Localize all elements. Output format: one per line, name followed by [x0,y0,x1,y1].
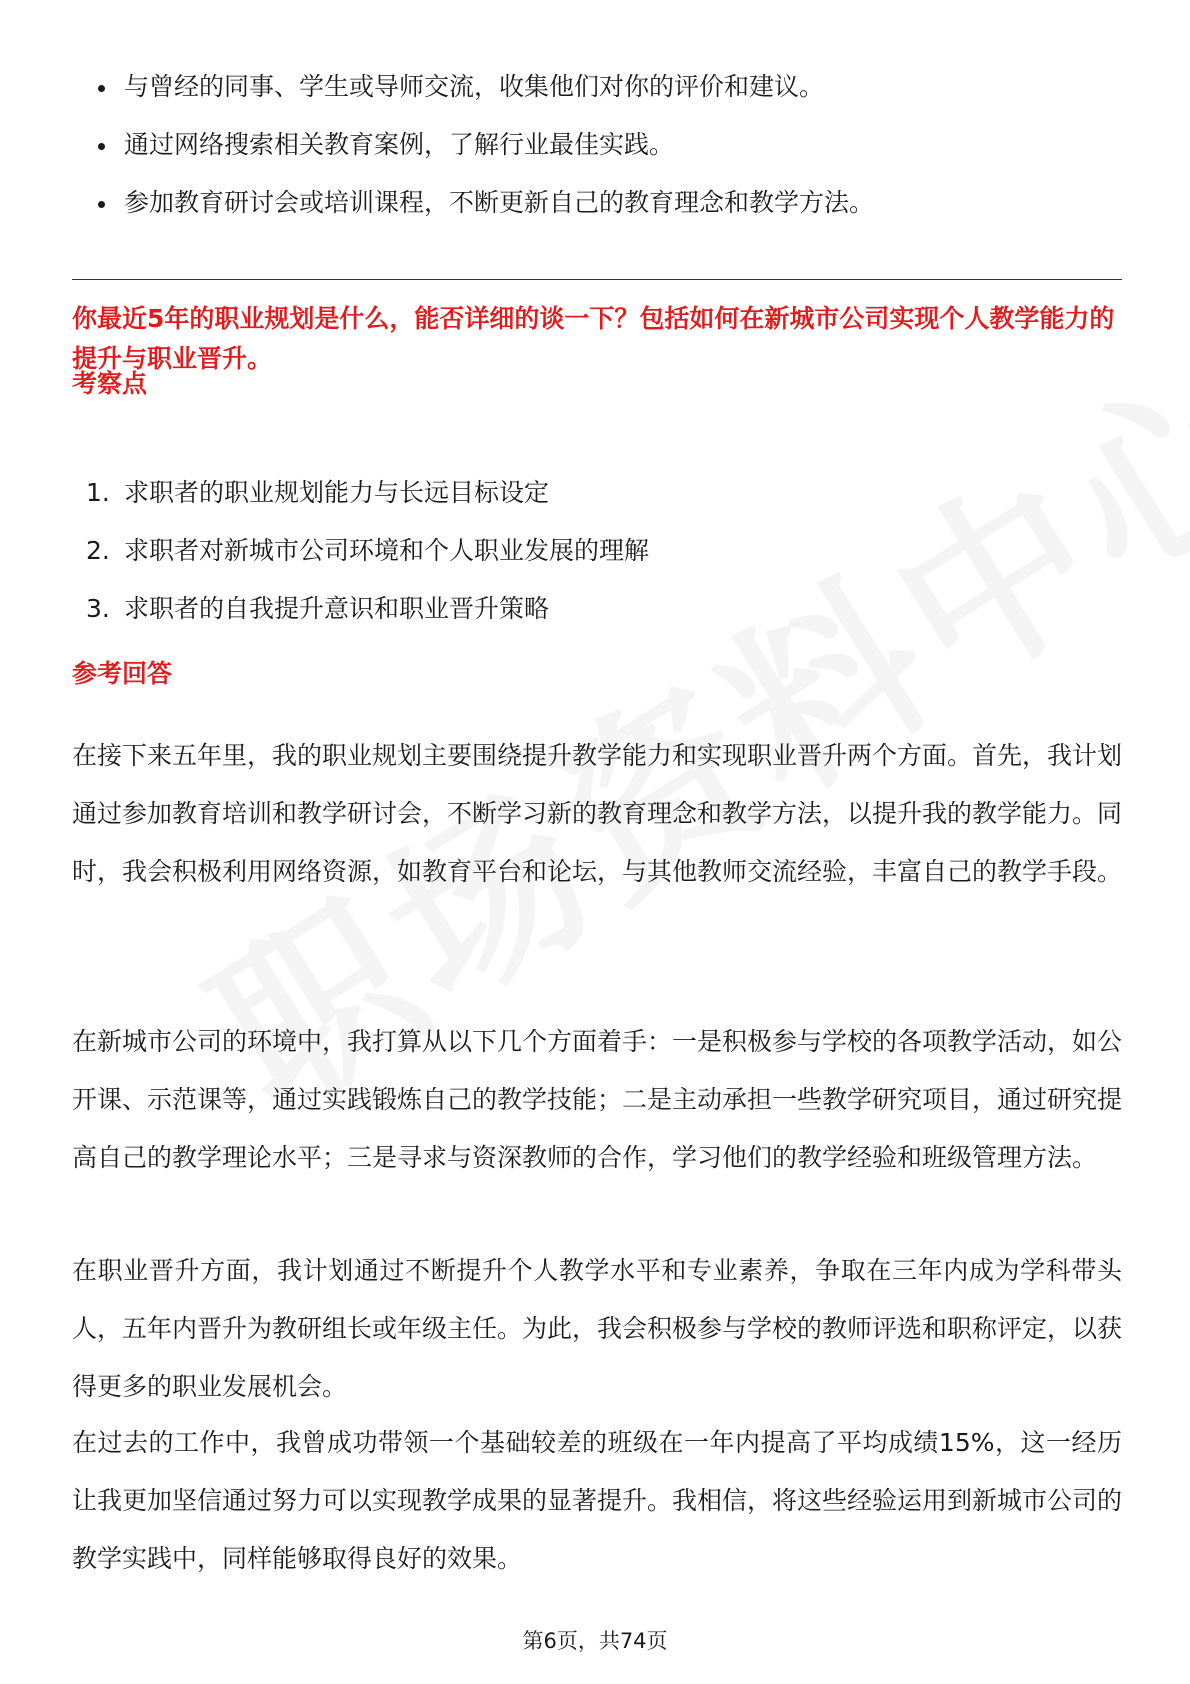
list-item [72,580,1122,638]
bullet-dot-icon [98,201,105,208]
assessment-list [72,464,1122,638]
bullet-dot-icon [98,85,105,92]
page-number: 第6页，共74页 [522,1629,668,1653]
answer-paragraph: 在职业晋升方面，我计划通过不断提升个人教学水平和专业素养，争取在三年内成为学科带头人，五年内晋升为教研组长或年级主任。为此，我会积极参与学校的教师评选和职称评定，以获得更多的职业发展机会。 [72,1256,1123,1401]
list-item-number: 1. [86,478,110,507]
bullet-list [72,58,1122,232]
list-item-number: 2. [86,536,110,565]
answer-paragraph: 在接下来五年里，我的职业规划主要围绕提升教学能力和实现职业晋升两个方面。首先，我计划通过参加教育培训和教学研讨会，不断学习新的教育理念和教学方法，以提升我的教学能力。同时，我会积极利用网络资源，如教育平台和论坛，与其他教师交流经验，丰富自己的教学手段。 [72,741,1123,886]
list-item-text: 通过网络搜索相关教育案例，了解行业最佳实践。 [124,130,675,159]
bullet-dot-icon [98,143,105,150]
list-item [72,174,1122,232]
question-heading: 你最近5年的职业规划是什么，能否详细的谈一下？包括如何在新城市公司实现个人教学能力的提升与职业晋升。 [72,304,1115,373]
list-item [72,464,1122,522]
list-item-text: 求职者的自我提升意识和职业晋升策略 [124,594,550,623]
list-item [72,58,1122,116]
list-item [72,116,1122,174]
assessment-title: 考察点 [72,369,148,398]
list-item-text: 参加教育研讨会或培训课程，不断更新自己的教育理念和教学方法。 [124,188,875,217]
list-item [72,522,1122,580]
answer-title: 参考回答 [72,659,173,688]
list-item-text: 与曾经的同事、学生或导师交流，收集他们对你的评价和建议。 [124,72,825,101]
answer-paragraph: 在新城市公司的环境中，我打算从以下几个方面着手：一是积极参与学校的各项教学活动，如公开课、示范课等，通过实践锻炼自己的教学技能；二是主动承担一些教学研究项目，通过研究提高自己的教学理论水平；三是寻求与资深教师的合作，学习他们的教学经验和班级管理方法。 [72,1027,1123,1172]
list-item-text: 求职者的职业规划能力与长远目标设定 [124,478,550,507]
list-item-number: 3. [86,594,110,623]
list-item-text: 求职者对新城市公司环境和个人职业发展的理解 [124,536,650,565]
answer-paragraph: 在过去的工作中，我曾成功带领一个基础较差的班级在一年内提高了平均成绩15%，这一经历让我更加坚信通过努力可以实现教学成果的显著提升。我相信，将这些经验运用到新城市公司的教学实践中，同样能够取得良好的效果。 [72,1428,1123,1573]
section-divider [72,279,1122,280]
